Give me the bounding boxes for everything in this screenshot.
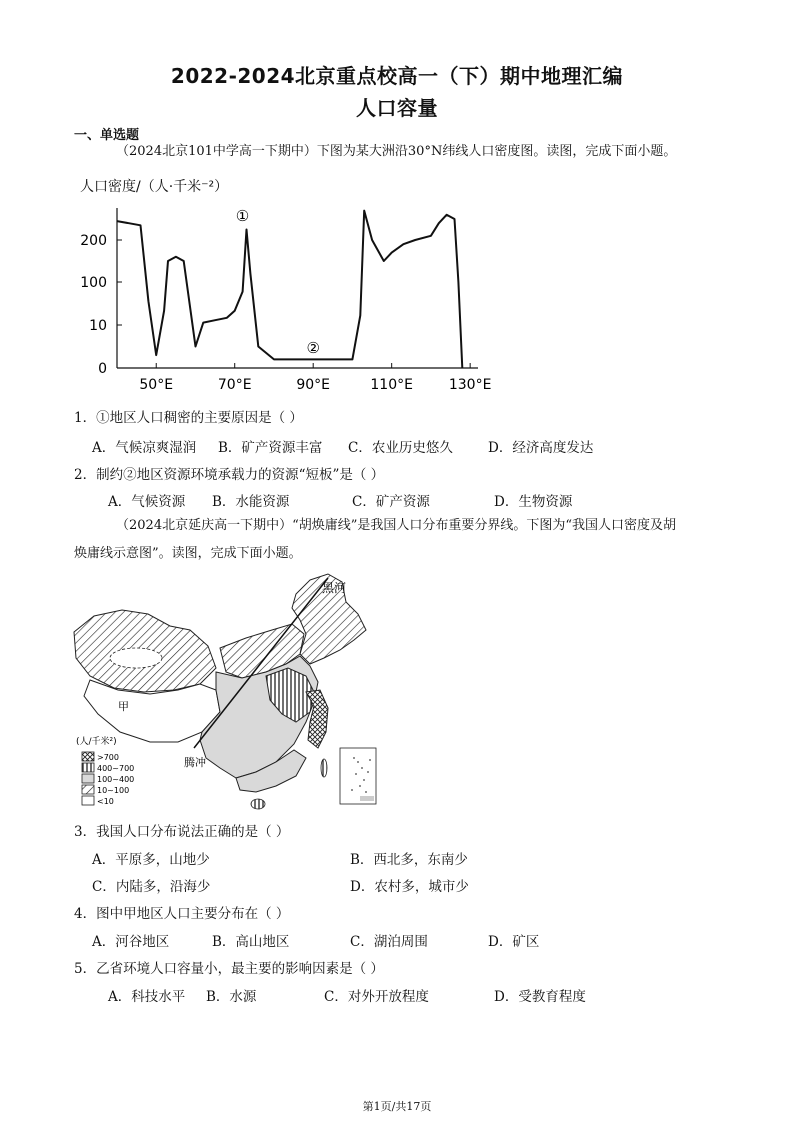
- question-4-option-a: A．河谷地区: [92, 934, 170, 950]
- map-legend: [82, 752, 134, 806]
- question-4-option-c: C．湖泊周围: [350, 934, 428, 950]
- question-4-option-d: D．矿区: [488, 934, 540, 950]
- question-5-option-b: B．水源: [206, 989, 257, 1005]
- page-footer: 第1页/共17页: [362, 1100, 432, 1113]
- question-1-option-b: B．矿产资源丰富: [218, 440, 323, 456]
- x-tick-label: 70°E: [217, 377, 252, 393]
- label-jia: 甲: [118, 700, 129, 713]
- legend-item-5: <10: [97, 797, 114, 806]
- question-5-stem: 5．乙省环境人口容量小，最主要的影响因素是（ ）: [74, 961, 384, 977]
- question-1-option-c: C．农业历史悠久: [348, 440, 453, 456]
- question-3-option-b: B．西北多，东南少: [350, 852, 468, 868]
- page-title: 2022-2024北京重点校高一（下）期中地理汇编: [170, 64, 624, 88]
- x-tick-label: 90°E: [296, 377, 331, 393]
- legend-item-2: 400~700: [97, 764, 135, 773]
- intro-paragraph-2-line-1: （2024北京延庆高一下期中）“胡焕庸线”是我国人口分布重要分界线。下图为“我国人口密度及胡: [116, 518, 677, 533]
- page-subtitle: 人口容量: [356, 96, 438, 120]
- x-tick-label: 130°E: [448, 377, 492, 393]
- label-tengchong: 腾冲: [184, 756, 206, 769]
- intro-paragraph-1: （2024北京101中学高一下期中）下图为某大洲沿30°N纬线人口密度图。读图，完成下面小题。: [116, 144, 677, 159]
- chart-y-axis-label: 人口密度/（人·千米⁻²）: [80, 179, 229, 195]
- question-1-option-a: A．气候凉爽湿润: [92, 440, 197, 456]
- intro-paragraph-2-line-2: 焕庸线示意图”。读图，完成下面小题。: [74, 546, 302, 561]
- question-2-option-b: B．水能资源: [212, 494, 290, 510]
- question-5-option-c: C．对外开放程度: [324, 989, 429, 1005]
- question-1-option-d: D．经济高度发达: [488, 440, 594, 456]
- question-2-option-d: D．生物资源: [494, 494, 573, 510]
- south-china-sea-inset: [340, 748, 376, 804]
- question-3-stem: 3．我国人口分布说法正确的是（ ）: [74, 824, 290, 840]
- legend-item-3: 100~400: [97, 775, 135, 784]
- density-line: [117, 211, 462, 368]
- question-3-option-a: A．平原多，山地少: [92, 852, 210, 868]
- section-heading: 一、单选题: [74, 128, 140, 143]
- question-4-stem: 4．图中甲地区人口主要分布在（ ）: [74, 906, 290, 922]
- y-tick-label: 10: [89, 318, 107, 334]
- marker-2: ②: [306, 339, 320, 357]
- question-1-stem: 1．①地区人口稠密的主要原因是（ ）: [74, 410, 303, 426]
- china-population-map: [70, 572, 390, 812]
- y-tick-label: 100: [80, 275, 107, 291]
- y-tick-label: 200: [80, 233, 107, 249]
- question-2-option-a: A．气候资源: [108, 494, 186, 510]
- legend-item-4: 10~100: [97, 786, 130, 795]
- question-4-option-b: B．高山地区: [212, 934, 290, 950]
- question-2-stem: 2．制约②地区资源环境承载力的资源“短板”是（ ）: [74, 467, 385, 483]
- question-2-option-c: C．矿产资源: [352, 494, 430, 510]
- question-3-option-d: D．农村多，城市少: [350, 879, 469, 895]
- legend-unit: (人/千米²): [76, 737, 117, 747]
- x-tick-label: 50°E: [139, 377, 174, 393]
- map-region-coast: [306, 690, 328, 748]
- legend-item-1: >700: [97, 753, 119, 762]
- question-3-option-c: C．内陆多，沿海少: [92, 879, 211, 895]
- label-heihe: 黑河: [322, 581, 347, 595]
- question-5-option-a: A．科技水平: [108, 989, 186, 1005]
- x-tick-label: 110°E: [370, 377, 413, 393]
- question-5-option-d: D．受教育程度: [494, 989, 586, 1005]
- y-tick-label: 0: [98, 361, 107, 377]
- population-density-chart: [0, 0, 794, 400]
- marker-1: ①: [235, 207, 250, 225]
